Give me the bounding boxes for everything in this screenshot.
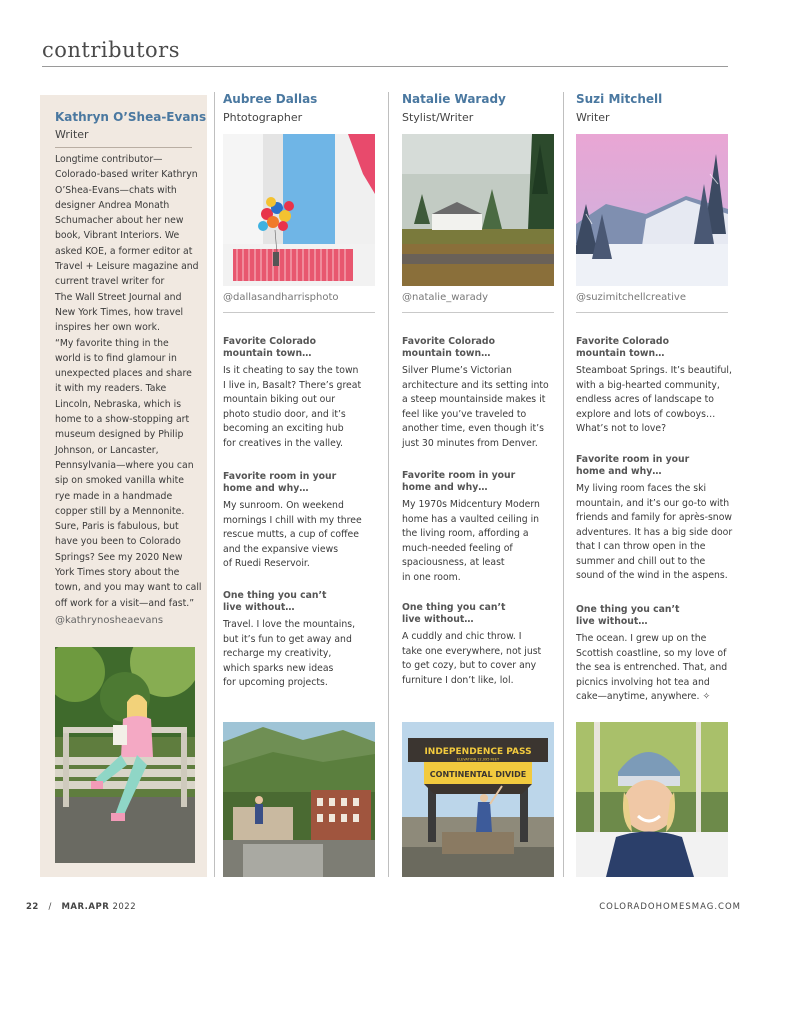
contributor-role: Stylist/Writer [402, 111, 474, 124]
bio-line: New York Times, how travel [55, 306, 184, 318]
contributor-photo [402, 134, 554, 286]
independence-pass-photo-icon [402, 722, 554, 877]
contributor-photo [576, 134, 728, 286]
profile-bio [55, 152, 202, 611]
profile-rule [55, 147, 192, 148]
bio-line: Colorado-based writer Kathryn [55, 169, 198, 181]
bio-line: world is to find glamour in [55, 352, 177, 364]
contributor-photo-2 [223, 722, 375, 877]
bio-line: York Times story about the [55, 567, 180, 579]
bio-line: Travel + Leisure magazine and [55, 261, 199, 273]
question-answer: The ocean. I grew up on the Scottish coastline, so my love of the sea is entrenched. That, and picnics involving hot tea and cake—anytime, anywhere. ✧ [576, 633, 728, 702]
question-answer: Steamboat Springs. It’s beautiful, with a big-hearted community, endless acres of landscape to explore and lots of cowboys… What’s not to love? [576, 365, 732, 434]
question-heading: Favorite room in your home and why… [402, 470, 516, 493]
bio-line: it with my readers. Take [55, 383, 167, 395]
question-heading: One thing you can’t live without… [402, 602, 506, 625]
bio-line: Longtime contributor— [55, 154, 163, 165]
bio-line: Schumacher about her new [55, 215, 184, 227]
contributor-handle[interactable]: @dallasandharrisphoto [223, 292, 339, 303]
contributor-name: Natalie Warady [402, 92, 506, 106]
profile-name: Kathryn O’Shea-Evans [55, 110, 207, 124]
snowy-ski-mountain-photo-icon [576, 134, 728, 286]
bio-line: home to a show-stopping art [55, 414, 190, 426]
question-town [576, 336, 732, 437]
contributor-name: Aubree Dallas [223, 92, 318, 106]
profile-photo [55, 647, 195, 863]
foggy-mountain-photo-icon [402, 134, 554, 286]
question-heading: One thing you can’t live without… [223, 590, 327, 613]
column-divider [563, 92, 564, 877]
question-thing [402, 602, 554, 688]
question-thing [223, 590, 375, 691]
bio-line: asked KOE, a former editor at [55, 245, 193, 257]
bio-line: Springs? See my 2020 New [55, 551, 183, 563]
question-heading: Favorite Colorado mountain town… [223, 336, 316, 359]
column-divider [214, 92, 215, 877]
bio-line: Johnson, or Lancaster, [55, 444, 159, 456]
contributor-name: Suzi Mitchell [576, 92, 663, 106]
sign-line-2: ELEVATION 12,095 FEET [456, 757, 500, 762]
column-divider [388, 92, 389, 877]
bio-line: The Wall Street Journal and [55, 291, 182, 303]
question-answer: Travel. I love the mountains, but it’s fun to get away and recharge my creativity, which sparks new ideas for upcoming projects. [223, 619, 356, 688]
bio-line: sip on smoked vanilla white [55, 475, 184, 487]
question-answer: Silver Plume’s Victorian architecture and its setting into a steep mountainside makes it feel like you’ve traveled to another time, even though it’s just 30 minutes from Denver. [402, 365, 549, 449]
question-answer: My 1970s Midcentury Modern home has a vaulted ceiling in the living room, affording a much-needed feeling of spaciousness, at least in one room. [402, 499, 540, 583]
question-answer: A cuddly and chic throw. I take one everywhere, not just to get cozy, but to cover any furniture I don’t like, lol. [402, 631, 542, 686]
bio-line: Pennsylvania—where you can [55, 459, 194, 471]
question-heading: Favorite room in your home and why… [223, 471, 337, 494]
contributor-handle[interactable]: @natalie_warady [402, 292, 489, 303]
bio-line: unexpected places and share [55, 368, 192, 380]
bio-line: designer Andrea Monath [55, 199, 170, 211]
profile-panel [40, 95, 207, 877]
page-number: 22 [26, 902, 39, 912]
question-heading: Favorite Colorado mountain town… [402, 336, 495, 359]
question-room [402, 470, 554, 585]
question-answer: My sunroom. On weekend mornings I chill with my three rescue mutts, a cup of coffee and the expansive views of Ruedi Reservoir. [223, 500, 362, 569]
handle-rule [402, 312, 554, 313]
question-room [576, 454, 733, 584]
contributor-role: Writer [576, 111, 610, 124]
profile-role: Writer [55, 128, 89, 141]
contributor-photo-2 [402, 722, 554, 877]
footer-separator: / [48, 902, 52, 912]
question-town [223, 336, 375, 451]
question-answer: My living room faces the ski mountain, and it’s our go-to with friends and family for après-snow adventures. It has a big side door that I can throw open in the summer and chill out to the sound of the wind in the aspens. [576, 483, 733, 581]
question-town [402, 336, 554, 451]
question-room [223, 471, 375, 572]
bio-line: inspires her own work. [55, 322, 160, 334]
footer-site[interactable]: COLORADOHOMESMAG.COM [599, 902, 741, 912]
handle-rule [223, 312, 375, 313]
contributor-photo-2 [576, 722, 728, 877]
question-heading: Favorite Colorado mountain town… [576, 336, 669, 359]
bio-line: Lincoln, Nebraska, which is [55, 398, 182, 410]
section-title: contributors [42, 38, 180, 62]
woman-in-beanie-photo-icon [576, 722, 728, 877]
contributor-photo [223, 134, 375, 286]
woman-on-bench-photo-icon [55, 647, 195, 863]
bio-line: copper still by a Mennonite. [55, 505, 185, 517]
bio-line: book, Vibrant Interiors. We [55, 230, 180, 242]
mountain-town-photo-icon [223, 722, 375, 877]
bio-line: have you been to Colorado [55, 536, 181, 548]
bio-line: Sure, Paris is fabulous, but [55, 521, 179, 533]
bio-line: “My favorite thing in the [55, 337, 169, 349]
sign-line-1: INDEPENDENCE PASS [424, 747, 532, 757]
contributor-handle[interactable]: @suzimitchellcreative [576, 292, 686, 303]
contributor-role: Phtotographer [223, 111, 303, 124]
question-thing [576, 604, 728, 705]
profile-handle[interactable]: @kathrynosheaevans [55, 615, 164, 626]
bio-line: town, and you may want to call [55, 582, 202, 594]
handle-rule [576, 312, 728, 313]
bio-line: rye made in a handmade [55, 490, 173, 502]
footer-page-info [26, 902, 136, 912]
question-heading: Favorite room in your home and why… [576, 454, 690, 477]
bio-line: O’Shea-Evans—chats with [55, 184, 177, 196]
title-rule [42, 66, 728, 67]
issue-label: MAR.APR [61, 902, 110, 912]
balloons-photo-icon [223, 134, 375, 286]
bio-line: off work for a visit—and fast.” [55, 597, 195, 609]
bio-line: current travel writer for [55, 276, 165, 288]
question-answer: Is it cheating to say the town I live in, Basalt? There’s great mountain biking out our photo studio door, and it’s becoming an exciting hub for creatives in the valley. [223, 365, 362, 449]
sign-line-3: CONTINENTAL DIVIDE [429, 770, 527, 779]
issue-year: 2022 [112, 902, 137, 912]
question-heading: One thing you can’t live without… [576, 604, 680, 627]
bio-line: museum designed by Philip [55, 429, 184, 441]
